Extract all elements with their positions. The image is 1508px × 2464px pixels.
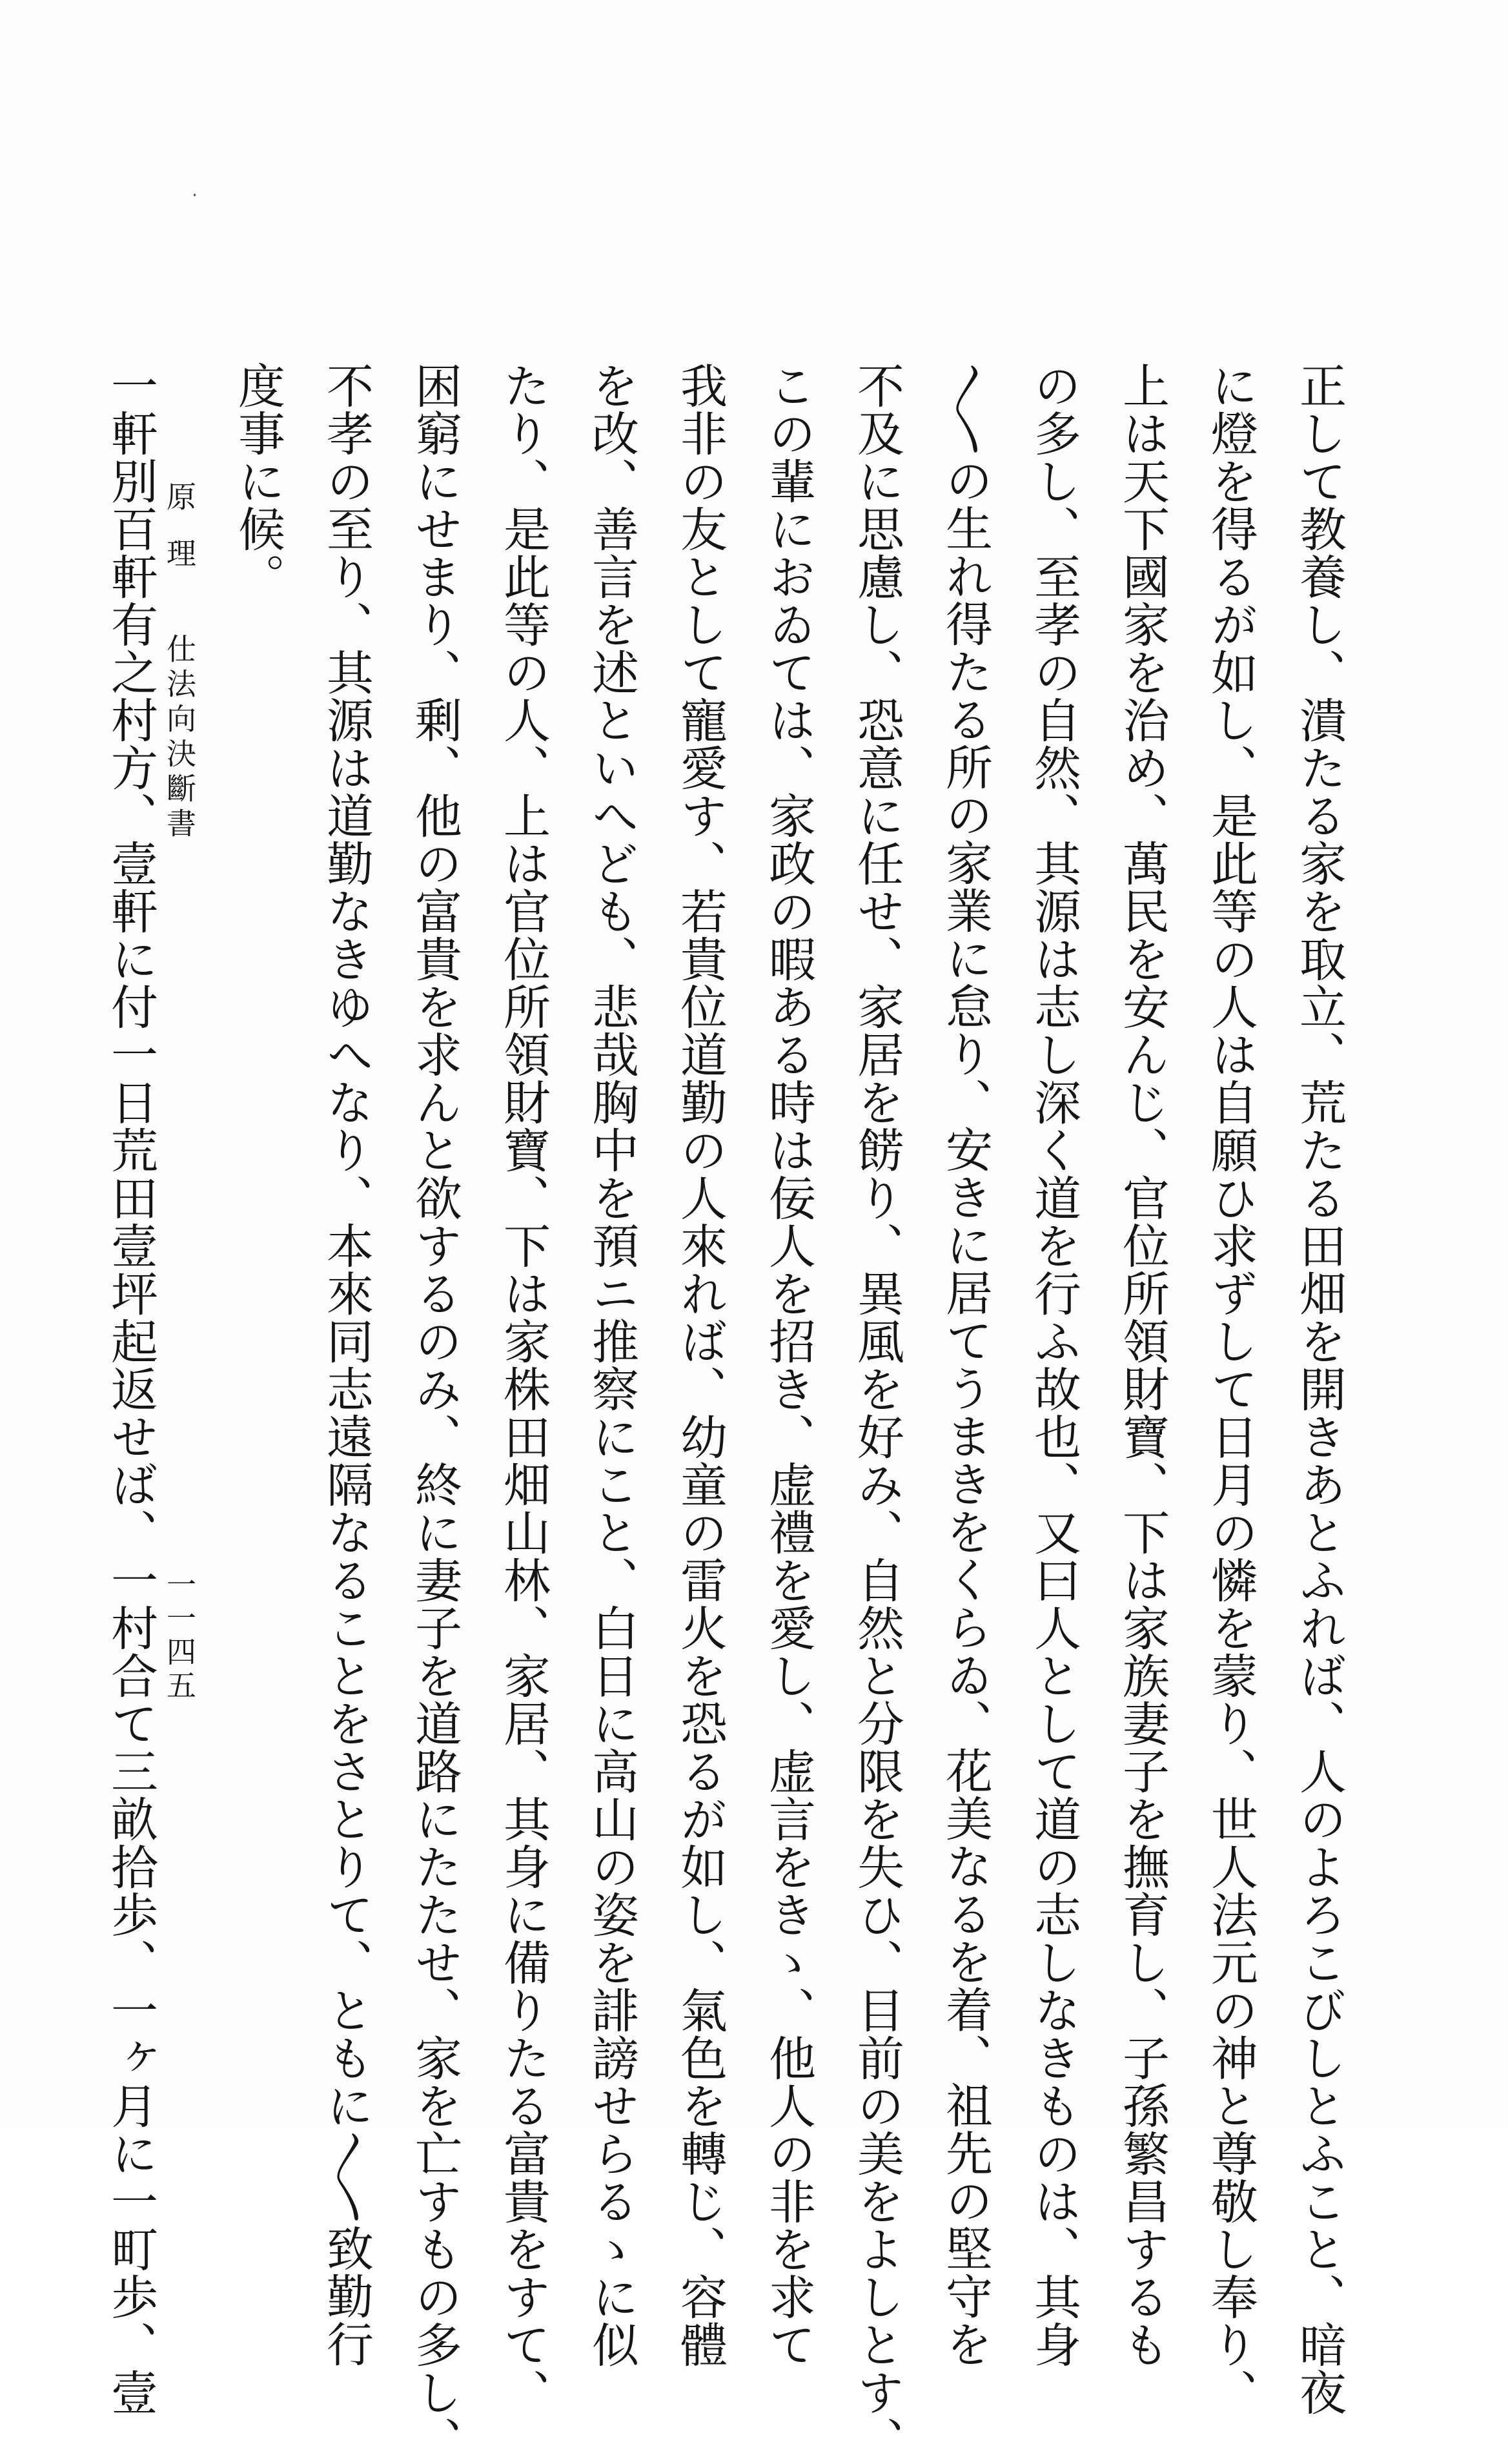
- section-title: 原理: [162, 481, 197, 595]
- document-title: 仕法向決斷書: [162, 633, 197, 843]
- text-line: 上は天下國家を治め、萬民を安んじ、官位所領財寶、下は家族妻子を撫育し、子孫繁昌するも: [1114, 362, 1169, 2368]
- ink-speck: [194, 194, 196, 196]
- text-line: 正して教養し、潰たる家を取立、荒たる田畑を開きあとふれば、人のよろこびしとふこと、暗夜: [1291, 362, 1346, 2416]
- text-line: に燈を得るが如し、是此等の人は自願ひ求ずして日月の憐を蒙り、世人法元の神と尊敬し奉り、: [1203, 362, 1258, 2416]
- text-line: この輩におゐては、家政の暇ある時は佞人を招き、虚禮を愛し、虚言をきゝ、他人の非を求て: [760, 362, 815, 2368]
- text-line: を改、善言を述といへども、悲哉胸中を預ニ推察にこと、白日に高山の姿を誹謗せらるゝに似: [584, 362, 638, 2368]
- text-line: 我非の友として寵愛す、若貴位道勤の人來れば、幼童の雷火を恐るが如し、氣色を轉じ、容體: [672, 362, 727, 2368]
- text-line: たり、是此等の人、上は官位所領財寶、下は家株田畑山林、家居、其身に備りたる富貴をすて、: [495, 362, 550, 2416]
- text-line: 度事に候。: [230, 362, 285, 601]
- page-number: 一一四五: [162, 1569, 197, 1703]
- text-line: 〳〵の生れ得たる所の家業に怠り、安きに居てうまきをくらゐ、花美なるを着、祖先の堅守を: [937, 362, 992, 2368]
- item-line: 一軒別百軒有之村方、壹軒に付一日荒田壹坪起返せば、一村合て三畝拾歩、一ヶ月に一町歩、壹: [103, 362, 158, 2416]
- text-line: 不孝の至り、其源は道勤なきゆへなり、本來同志遠隔なることをさとりて、ともに〳〵致勤行: [318, 362, 373, 2368]
- text-line: 困窮にせまり、剰、他の富貴を求んと欲するのみ、終に妻子を道路にたたせ、家を亡すもの多し、: [407, 362, 462, 2464]
- running-header: [162, 481, 197, 843]
- text-line: 不及に思慮し、恐意に任せ、家居を餝り、異風を好み、自然と分限を失ひ、目前の美をよしとす、: [849, 362, 904, 2464]
- text-line: の多し、至孝の自然、其源は志し深く道を行ふ故也、又曰人として道の志しなきものは、其身: [1026, 362, 1081, 2368]
